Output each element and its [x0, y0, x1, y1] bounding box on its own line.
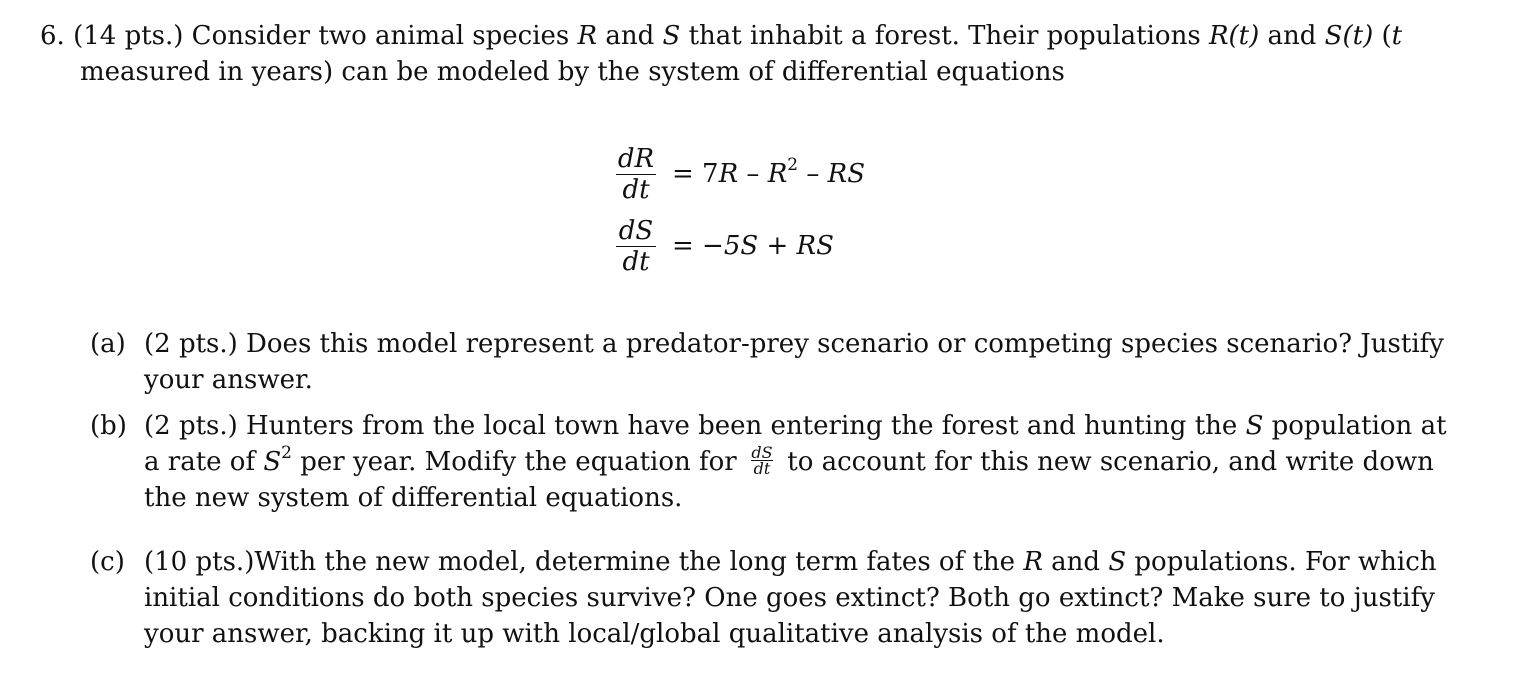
part-c-line-2: initial conditions do both species survive? One goes extinct? Both go extinct? Make sure to justify: [144, 583, 1435, 613]
equation-system: [616, 138, 865, 282]
var-s: S: [1245, 411, 1264, 441]
part-c-label: (c): [90, 547, 125, 577]
fraction-denominator: dt: [622, 174, 650, 205]
fraction-denominator: dt: [622, 246, 650, 277]
and-text: and: [1042, 547, 1109, 577]
part-b-body: [144, 408, 1447, 516]
equation-rhs: = −5S + RS: [672, 231, 834, 261]
problem-statement: [40, 18, 1420, 90]
and-text-2: and: [1259, 21, 1325, 51]
var-s-squared: S: [263, 447, 282, 477]
problem-number: 6.: [40, 21, 65, 51]
part-b-text-3: a rate of: [144, 447, 264, 477]
part-b-text-1: (2 pts.) Hunters from the local town have been entering the forest and hunting the: [144, 411, 1246, 441]
rhs-part-3: – RS: [798, 159, 866, 189]
rhs-part-1: = 7: [672, 159, 719, 189]
part-b-text-2: population at: [1263, 411, 1447, 441]
part-a-line-2: your answer.: [144, 365, 313, 395]
part-a-line-1: (2 pts.) Does this model represent a predator-prey scenario or competing species scenario? Justify: [144, 329, 1444, 359]
part-a: [90, 326, 1444, 398]
problem-line-1: [40, 18, 1420, 54]
problem-points: (14 pts.): [73, 21, 184, 51]
inline-fraction-denominator: dt: [753, 458, 771, 478]
part-b-line-3: the new system of differential equations.: [144, 483, 683, 513]
paren-open: (: [1373, 21, 1392, 51]
problem-line-2: measured in years) can be modeled by the system of differential equations: [80, 57, 1065, 87]
part-c-text-1: (10 pts.)With the new model, determine the long term fates of the: [144, 547, 1024, 577]
inline-fraction-numerator: dS: [751, 442, 773, 462]
var-s: S: [662, 21, 681, 51]
var-r: R: [1023, 547, 1043, 577]
part-c-text-2: populations. For which: [1126, 547, 1437, 577]
r-of-t: R(t): [1208, 21, 1260, 51]
fraction-numerator: dS: [618, 215, 654, 246]
rhs-var-r: R: [718, 159, 739, 189]
intro-text-a: Consider two animal species: [183, 21, 578, 51]
fraction-ds-dt: [616, 216, 656, 277]
part-a-label: (a): [90, 329, 126, 359]
superscript-2: 2: [281, 443, 292, 463]
part-c: [90, 544, 1437, 652]
rhs-var-r-squared: R: [767, 159, 788, 189]
var-r: R: [577, 21, 598, 51]
part-c-line-1: [144, 544, 1437, 580]
part-b-text-5: to account for this new scenario, and write down: [778, 447, 1434, 477]
part-c-line-3: your answer, backing it up with local/global qualitative analysis of the model.: [144, 619, 1165, 649]
part-a-body: [144, 326, 1444, 398]
part-b-line-2: [144, 444, 1447, 480]
part-b-line-1: [144, 408, 1447, 444]
s-of-t: S(t): [1324, 21, 1374, 51]
part-b-label: (b): [90, 411, 127, 441]
rhs-part-2: –: [738, 159, 768, 189]
var-t: t: [1391, 21, 1403, 51]
part-c-body: [144, 544, 1437, 652]
sub-questions: [90, 326, 1447, 662]
fraction-numerator: dR: [617, 143, 655, 174]
equation-ds-dt: [616, 210, 865, 282]
part-b-text-4: per year. Modify the equation for: [291, 447, 745, 477]
equation-dr-dt: [616, 138, 865, 210]
var-s: S: [1108, 547, 1127, 577]
and-text: and: [597, 21, 663, 51]
fraction-dr-dt: [616, 144, 656, 205]
superscript-2: 2: [787, 155, 799, 175]
part-b: [90, 408, 1447, 516]
intro-text-b: that inhabit a forest. Their populations: [680, 21, 1209, 51]
equation-rhs: [672, 155, 866, 189]
inline-fraction-ds-dt: [751, 442, 773, 478]
